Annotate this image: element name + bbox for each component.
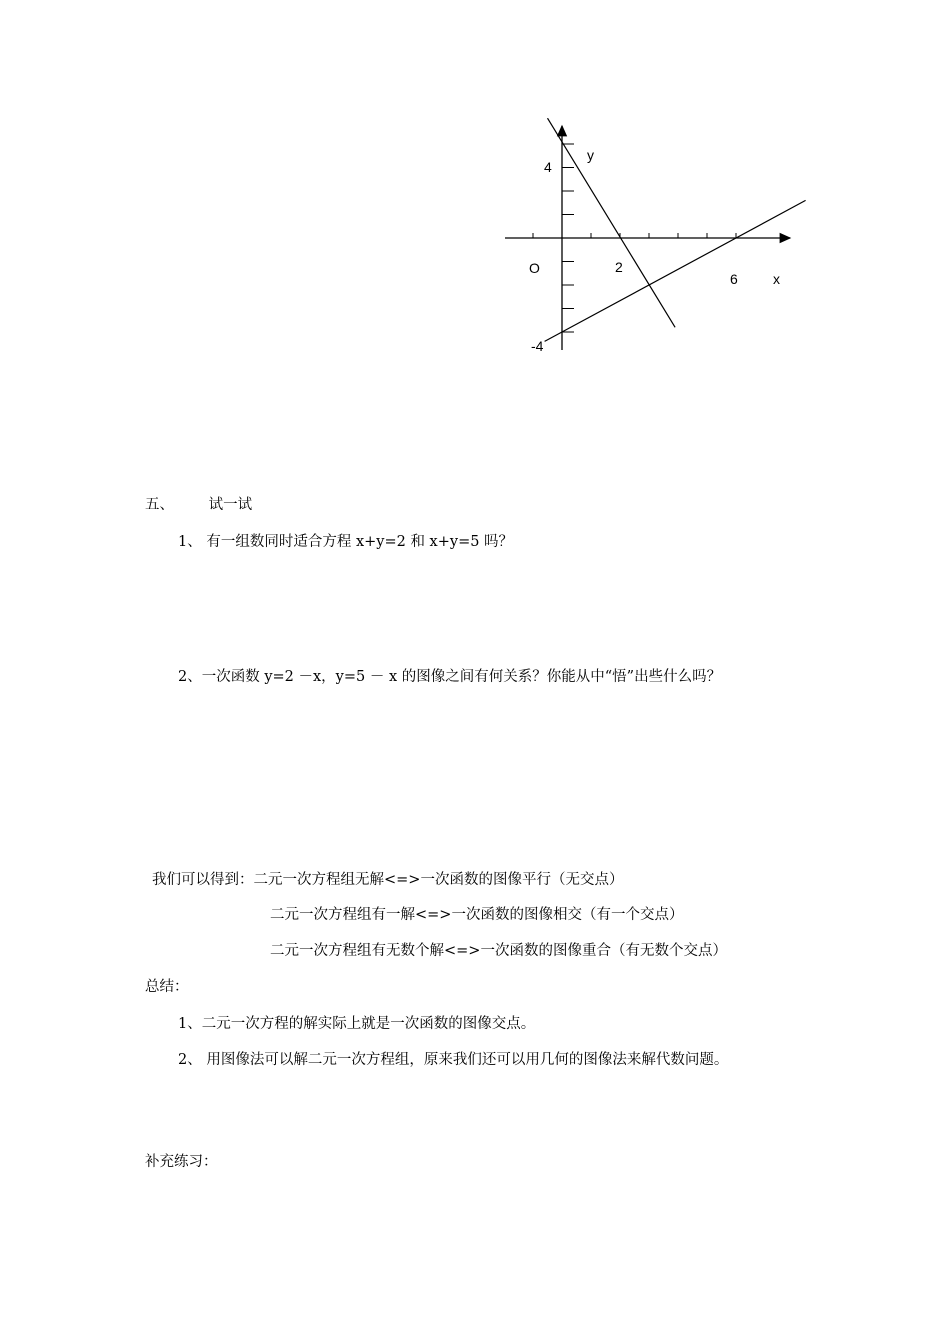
section-number: 五、: [145, 497, 174, 513]
x-axis-label: x: [773, 271, 780, 287]
conclusion-line-3: 二元一次方程组有无数个解<=>一次函数的图像重合（有无数个交点）: [270, 943, 727, 959]
section-title: 试一试: [208, 497, 253, 513]
y-axis-label: y: [587, 147, 594, 163]
summary-item-2: 2、 用图像法可以解二元一次方程组，原来我们还可以用几何的图像法来解代数问题。: [178, 1052, 729, 1068]
origin-label: O: [529, 260, 540, 276]
conclusion-lead: 我们可以得到：: [152, 872, 254, 888]
coordinate-graph: [495, 118, 815, 363]
tick-label-y-4: 4: [544, 159, 552, 175]
plot-line-2: [545, 200, 806, 341]
summary-heading: 总结：: [145, 979, 189, 995]
conclusion-line-2: 二元一次方程组有一解<=>一次函数的图像相交（有一个交点）: [270, 907, 684, 923]
summary-item-1: 1、二元一次方程的解实际上就是一次函数的图像交点。: [178, 1016, 536, 1032]
section-heading: [145, 495, 252, 515]
conclusion-line-1: 二元一次方程组无解<=>一次函数的图像平行（无交点）: [253, 872, 624, 888]
question-2: 2、一次函数 y=2 －x，y=5 － x 的图像之间有何关系？你能从中“悟”出些什么吗？: [178, 669, 722, 685]
plot-line-1: [548, 118, 676, 327]
question-1: 1、 有一组数同时适合方程 x+y=2 和 x+y=5 吗？: [178, 534, 514, 550]
tick-label-y-neg4: -4: [531, 338, 544, 354]
plot-lines: [545, 118, 806, 341]
supplement-heading: 补充练习：: [145, 1154, 218, 1170]
tick-label-x-6: 6: [730, 271, 738, 287]
conclusion-lead-row: [152, 870, 623, 890]
tick-label-x-2: 2: [615, 259, 623, 275]
